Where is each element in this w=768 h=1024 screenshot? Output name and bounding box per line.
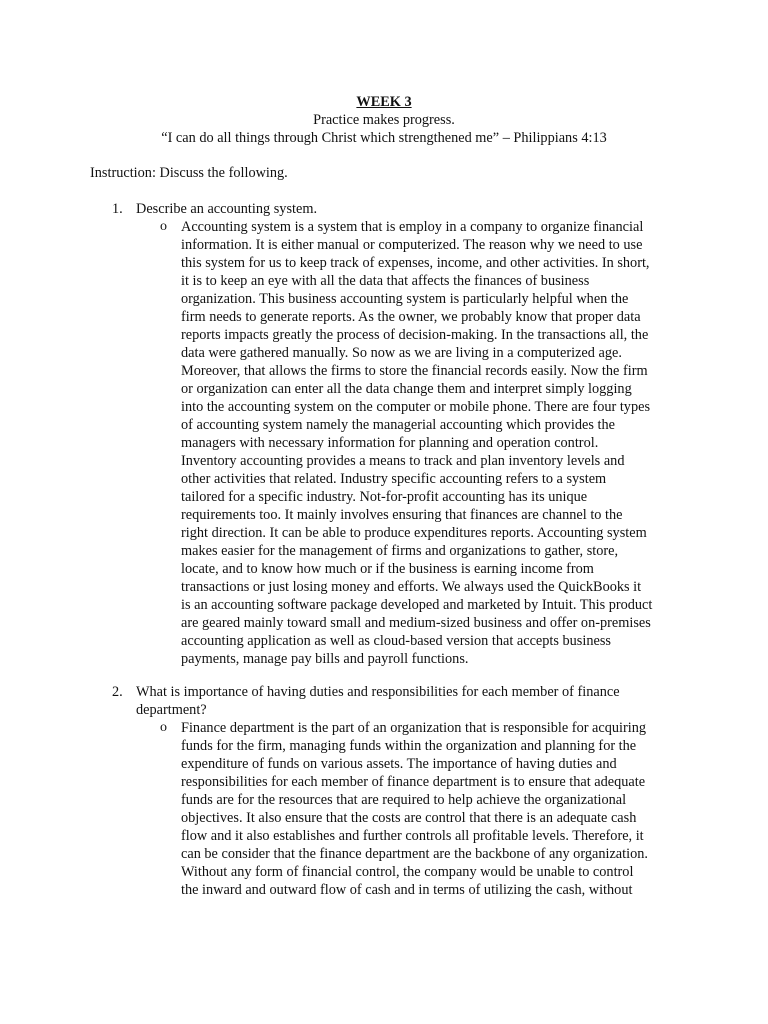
answer-line: Accounting system is a system that is employ in a company to organize financial — [181, 219, 644, 235]
answer-line: objectives. It also ensure that the costs are control that there is an adequate cash — [181, 810, 637, 826]
answer-line: firm needs to generate reports. As the owner, we probably know that proper data — [181, 309, 641, 325]
answer-line: transactions or just losing money and efforts. We always used the QuickBooks it — [181, 579, 642, 595]
subtitle-verse: “I can do all things through Christ which strengthened me” – Philippians 4:13 — [161, 130, 607, 146]
answer-line: expenditure of funds on various assets. The importance of having duties and — [181, 756, 617, 772]
question-text: Describe an accounting system. — [136, 201, 318, 217]
answer-line: into the accounting system on the computer or mobile phone. There are four types — [181, 399, 651, 415]
answer-line: right direction. It can be able to produce expenditures reports. Accounting system — [181, 525, 647, 541]
answer-line: managers with necessary information for planning and operation control. — [181, 435, 599, 451]
answer-line: or organization can enter all the data change them and interpret simply logging — [181, 381, 632, 397]
answer-line: requirements too. It mainly involves ensuring that finances are channel to the — [181, 507, 623, 523]
answer-line: funds for the firm, managing funds within the organization and planning for the — [181, 738, 637, 754]
answer-line: it is to keep an eye with all the data that affects the finances of business — [181, 273, 590, 289]
answer-line: are geared mainly toward small and medium-sized business and offer on-premises — [181, 615, 651, 631]
answer-line: Inventory accounting provides a means to track and plan inventory levels and — [181, 453, 625, 469]
question-number: 1. — [112, 201, 123, 217]
answer-line: this system for us to keep track of expenses, income, and other activities. In short, — [181, 255, 650, 271]
answer-line: flow and it also establishes and further controls all profitable levels. Therefore, it — [181, 828, 644, 844]
answer-line: payments, manage pay bills and payroll functions. — [181, 651, 469, 667]
answer-paragraph — [181, 218, 681, 668]
answer-line: the inward and outward flow of cash and in terms of utilizing the cash, without — [181, 882, 633, 898]
bullet-marker: o — [160, 219, 167, 234]
answer-line: funds are for the resources that are required to help achieve the organizational — [181, 792, 627, 808]
answer-line: makes easier for the management of firms and organizations to gather, store, — [181, 543, 619, 559]
answer-line: Finance department is the part of an organization that is responsible for acquiring — [181, 720, 647, 736]
subtitle-motto: Practice makes progress. — [313, 112, 455, 128]
answer-line: can be consider that the finance department are the backbone of any organization. — [181, 846, 648, 862]
answer-line: accounting application as well as cloud-based version that accepts business — [181, 633, 611, 649]
answer-paragraph — [181, 719, 681, 899]
answer-line: Moreover, that allows the firms to store the financial records easily. Now the firm — [181, 363, 648, 379]
question-line: department? — [136, 702, 207, 718]
answer-line: other activities that related. Industry specific accounting refers to a system — [181, 471, 607, 487]
answer-line: data were gathered manually. So now as we are living in a computerized age. — [181, 345, 622, 361]
answer-line: information. It is either manual or computerized. The reason why we need to use — [181, 237, 643, 253]
page-title: WEEK 3 — [356, 94, 412, 110]
answer-line: of accounting system namely the managerial accounting which provides the — [181, 417, 615, 433]
answer-line: tailored for a specific industry. Not-for-profit accounting has its unique — [181, 489, 588, 505]
answer-line: Without any form of financial control, the company would be unable to control — [181, 864, 634, 880]
answer-line: reports impacts greatly the process of decision-making. In the transactions all, the — [181, 327, 649, 343]
instruction-text: Instruction: Discuss the following. — [90, 165, 288, 181]
answer-line: responsibilities for each member of finance department is to ensure that adequate — [181, 774, 646, 790]
answer-line: locate, and to know how much or if the business is earning income from — [181, 561, 594, 577]
question-number: 2. — [112, 684, 123, 700]
question-text — [136, 683, 676, 719]
answer-line: organization. This business accounting system is particularly helpful when the — [181, 291, 629, 307]
answer-line: is an accounting software package developed and marketed by Intuit. This product — [181, 597, 653, 613]
bullet-marker: o — [160, 720, 167, 735]
question-line: What is importance of having duties and responsibilities for each member of finance — [136, 684, 620, 700]
